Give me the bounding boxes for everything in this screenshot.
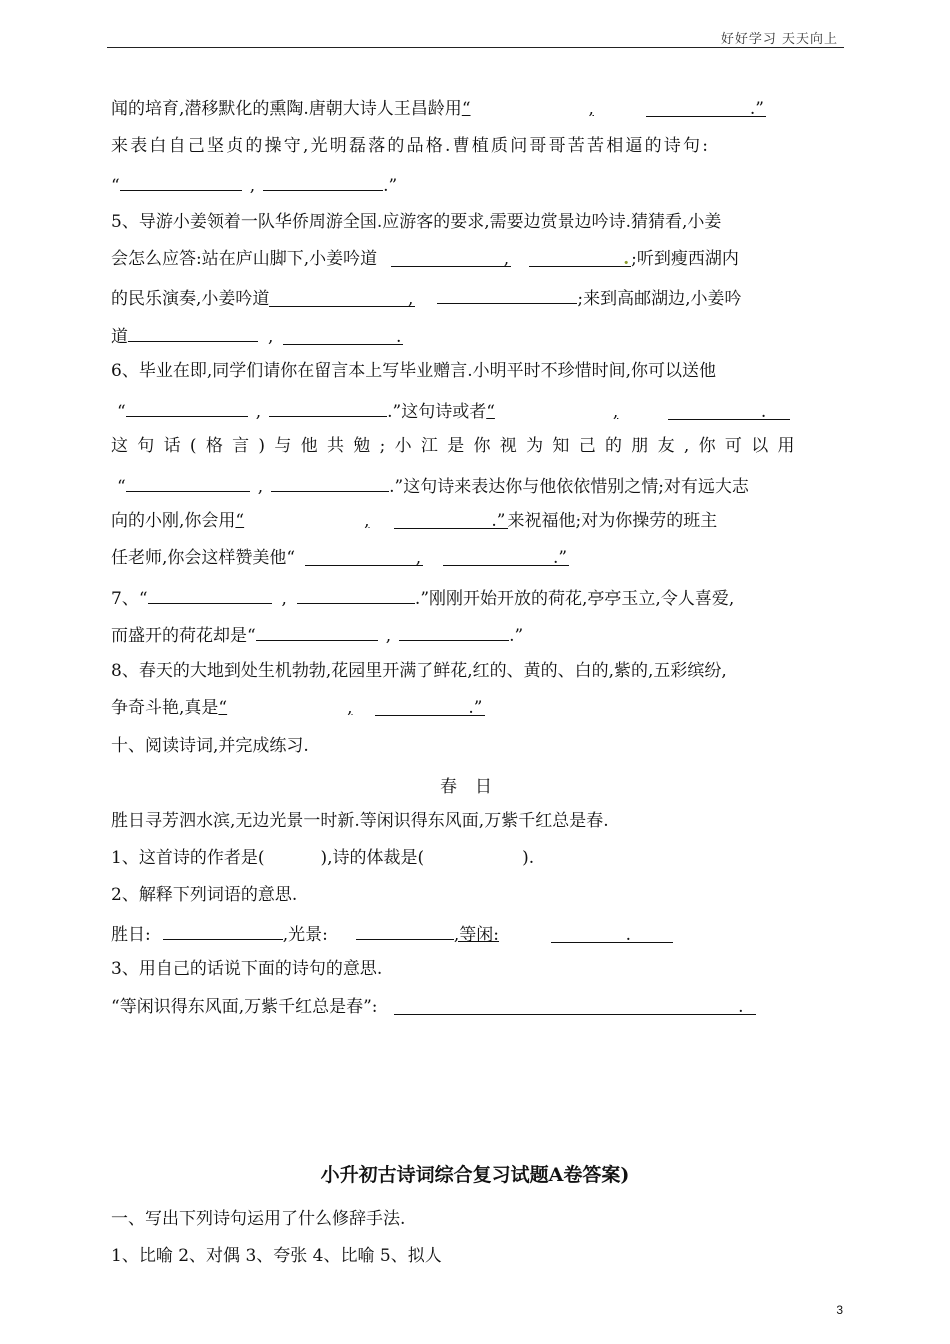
comma: ,: [503, 249, 510, 269]
text-line: [111, 285, 742, 310]
quote: “: [486, 402, 495, 422]
text-line: [111, 398, 790, 423]
quote: 7、“: [111, 589, 148, 609]
text: 来表白自己坚贞的操守,光明磊落的品格.曹植质问哥哥苦苦相逼的诗句:: [111, 136, 711, 156]
quote: “: [117, 402, 126, 422]
quote: “: [218, 698, 228, 718]
blank: [529, 248, 631, 267]
text: 1、比喻 2、对偶 3、夸张 4、比喻 5、拟人: [111, 1246, 442, 1266]
text-line: [111, 622, 523, 647]
period: .: [738, 997, 744, 1017]
blank: [283, 326, 403, 345]
question-line: [111, 884, 297, 906]
comma: ,: [257, 477, 264, 497]
text: 2、解释下列词语的意思.: [111, 885, 298, 905]
blank: [391, 248, 511, 267]
comma: ,: [415, 548, 422, 568]
blank: [269, 288, 415, 307]
section-heading: [111, 735, 309, 757]
text-line: [111, 211, 721, 233]
blank: [486, 402, 648, 422]
text: 这句话(格言)与他共勉;小江是你视为知己的朋友,你可以用: [111, 436, 804, 456]
text: 5、导游小姜领着一队华侨周游全国.应游客的要求,需要边赏景边吟诗.猜猜看,小姜: [111, 212, 722, 232]
page-number: 3: [836, 1303, 843, 1317]
text-line: [111, 135, 710, 157]
blank: [297, 585, 415, 604]
comma: ,: [268, 327, 274, 347]
period: .: [760, 402, 767, 422]
comma: ,: [612, 402, 619, 422]
comma: ,: [385, 626, 392, 646]
period: .: [396, 327, 402, 347]
question-line: [111, 958, 382, 980]
text: “等闲识得东风面,万紫千红总是春”:: [111, 997, 378, 1017]
text-line: [111, 697, 485, 719]
text-line: [111, 660, 727, 682]
poem-text: [111, 810, 609, 832]
blank: [120, 172, 242, 191]
quote: “: [117, 477, 126, 497]
blank: [256, 622, 378, 641]
text: 十、阅读诗词,并完成练习.: [111, 736, 309, 756]
comma: ,: [249, 176, 256, 196]
blank: [399, 622, 509, 641]
text: 3、用自己的话说下面的诗句的意思.: [111, 959, 383, 979]
blank: [148, 585, 272, 604]
blank: [551, 924, 673, 943]
text: ,光景:: [282, 925, 328, 945]
period: .”: [383, 176, 398, 196]
text: 1、这首诗的作者是(: [111, 848, 265, 868]
period: .”: [553, 548, 568, 568]
period: .”: [509, 626, 524, 646]
answer-title: 小升初古诗词综合复习试题A卷答案): [320, 1164, 630, 1186]
page-header: 好好学习 天天向上: [720, 32, 838, 47]
text: ),诗的体裁是(: [320, 848, 425, 868]
blank: [126, 473, 250, 492]
quote: “: [111, 176, 120, 196]
blank: [163, 921, 283, 940]
blank: [394, 996, 756, 1015]
blank: [128, 323, 258, 342]
blank: [126, 398, 248, 417]
text: 而盛开的荷花却是“: [111, 626, 256, 646]
period: .”: [468, 698, 483, 718]
text: 会怎么应答:站在庐山脚下,小姜吟道: [111, 249, 378, 269]
text: .”刚刚开始开放的荷花,亭亭玉立,令人喜爱,: [414, 589, 735, 609]
text: ;来到高邮湖边,小姜吟: [577, 289, 742, 309]
text: 道: [111, 327, 128, 347]
period: .”: [491, 511, 506, 531]
header-divider: [107, 47, 844, 48]
text-line: [111, 435, 804, 457]
period: .”: [749, 99, 764, 119]
text-line: [111, 98, 766, 120]
text: ,等闲:: [453, 925, 500, 945]
blank: [394, 510, 508, 529]
text-line: [111, 585, 734, 610]
blank: [646, 98, 766, 117]
blank: [263, 172, 383, 191]
text: 向的小刚,你会用: [111, 511, 236, 531]
text: 来祝福他;对为你操劳的班主: [507, 511, 718, 531]
text-line: [111, 473, 749, 498]
text: 胜日:: [111, 925, 151, 945]
text: .”这句诗来表达你与他依依惜别之情;对有远大志: [389, 477, 749, 497]
dot: .: [623, 249, 630, 269]
text: 8、春天的大地到处生机勃勃,花园里开满了鲜花,红的、黄的、白的,紫的,五彩缤纷,: [111, 661, 727, 681]
text: 任老师,你会这样赞美他“: [111, 548, 296, 568]
text: 争奇斗艳,真是: [111, 698, 219, 718]
text: .”这句诗或者: [387, 402, 487, 422]
poem-title: 春日: [440, 777, 510, 797]
quote: “: [461, 99, 471, 119]
quote: “: [235, 511, 245, 531]
blank: [218, 698, 358, 718]
text: 的民乐演奏,小姜吟道: [111, 289, 270, 309]
blank: [462, 99, 624, 119]
text-line: [111, 510, 717, 532]
blank: [356, 921, 454, 940]
blank: [235, 511, 377, 531]
blank: [443, 547, 569, 566]
text: 一、写出下列诗句运用了什么修辞手法.: [111, 1209, 406, 1229]
answer-line: [111, 1245, 442, 1267]
text-line: [111, 172, 397, 197]
answer-line: [111, 1208, 405, 1230]
period: .: [625, 925, 632, 945]
question-line: [111, 847, 534, 869]
text-line: [111, 248, 739, 270]
comma: ,: [281, 589, 287, 609]
blank: [305, 547, 423, 566]
text: 6、毕业在即,同学们请你在留言本上写毕业赠言.小明平时不珍惜时间,你可以送他: [111, 361, 717, 381]
text-line: [111, 360, 716, 382]
question-line: [111, 921, 673, 946]
blank: [271, 473, 389, 492]
text: 闻的培育,潜移默化的熏陶.唐朝大诗人王昌龄用: [111, 99, 462, 119]
text: ;听到瘦西湖内: [631, 249, 739, 269]
blank: [375, 697, 485, 716]
text: ).: [522, 848, 535, 868]
text: 胜日寻芳泗水滨,无边光景一时新.等闲识得东风面,万紫千红总是春.: [111, 811, 609, 831]
comma: ,: [408, 289, 414, 309]
question-line: [111, 996, 756, 1018]
comma: ,: [347, 698, 353, 718]
text-line: [111, 323, 403, 348]
comma: ,: [588, 99, 594, 119]
blank: [269, 398, 387, 417]
blank: [668, 401, 790, 420]
comma: ,: [364, 511, 370, 531]
text-line: [111, 547, 569, 569]
blank: [437, 285, 577, 304]
comma: ,: [255, 402, 262, 422]
